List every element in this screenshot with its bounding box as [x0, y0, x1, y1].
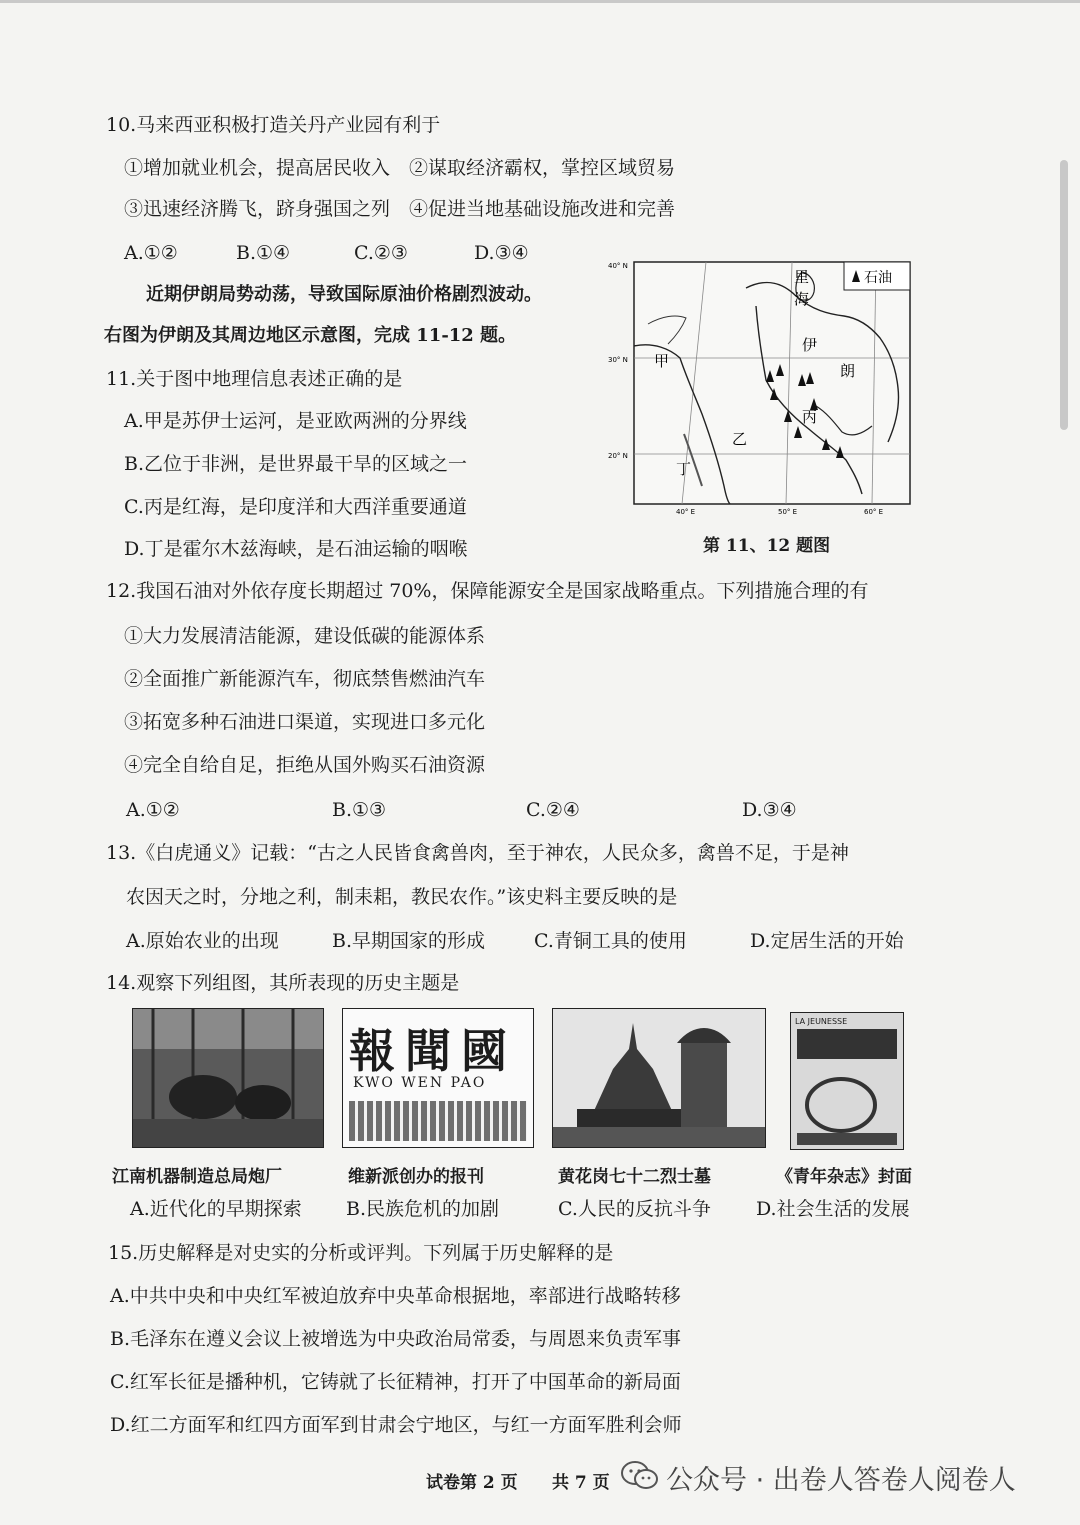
q14-choice-b: B.民族危机的加剧 — [346, 1198, 500, 1220]
q13-line-1: 13.《白虎通义》记载：“古之人民皆食禽兽肉，至于神农，人民众多，禽兽不足，于是神 — [106, 842, 849, 864]
q12-stem: 12.我国石油对外依存度长期超过 70%，保障能源安全是国家战略重点。下列措施合理的有 — [106, 580, 869, 602]
q10-stem: 10.马来西亚积极打造关丹产业园有利于 — [106, 114, 441, 136]
q10-choice-a: A.①② — [124, 242, 178, 264]
photo-huanghuagang-tomb — [552, 1008, 766, 1148]
q13-line-2: 农因天之时，分地之利，制耒耜，教民农作。”该史料主要反映的是 — [126, 886, 678, 908]
q14-choice-a: A.近代化的早期探索 — [130, 1198, 302, 1220]
q14-stem: 14.观察下列组图，其所表现的历史主题是 — [106, 972, 460, 994]
q15-option-d: D.红二方面军和红四方面军到甘肃会宁地区，与红一方面军胜利会师 — [110, 1414, 682, 1436]
q13-choice-d: D.定居生活的开始 — [750, 930, 904, 952]
q15-option-b: B.毛泽东在遵义会议上被增选为中央政治局常委，与周恩来负责军事 — [110, 1328, 682, 1350]
newspaper-title: 報聞國 — [349, 1024, 517, 1078]
q12-choice-c: C.②④ — [526, 799, 580, 821]
q15-stem: 15.历史解释是对史实的分析或评判。下列属于历史解释的是 — [108, 1242, 614, 1264]
map-label-iran-1: 伊 — [802, 336, 818, 354]
q10-options-1-2: ①增加就业机会，提高居民收入 ②谋取经济霸权，掌控区域贸易 — [124, 157, 676, 179]
wechat-icon — [620, 1460, 660, 1492]
q15-option-c: C.红军长征是播种机，它铸就了长征精神，打开了中国革命的新局面 — [110, 1371, 681, 1393]
iran-region-map — [606, 254, 920, 520]
map-label-li: 里 — [794, 268, 810, 286]
q12-item-4: ④完全自给自足，拒绝从国外购买石油资源 — [124, 754, 486, 776]
caption-tomb: 黄花岗七十二烈士墓 — [558, 1167, 711, 1187]
q11-option-d: D.丁是霍尔木兹海峡，是石油运输的咽喉 — [124, 538, 468, 560]
intro-line-1: 近期伊朗局势动荡，导致国际原油价格剧烈波动。 — [146, 284, 542, 305]
photo-youth-magazine-cover — [790, 1012, 904, 1150]
map-label-iran-2: 朗 — [840, 362, 856, 380]
photo-guowenbao-newspaper — [342, 1008, 534, 1148]
caption-magazine: 《青年杂志》封面 — [776, 1167, 912, 1187]
q10-choice-b: B.①④ — [236, 242, 291, 264]
watermark-text: 公众号 · 出卷人答卷人阅卷人 — [666, 1465, 1016, 1496]
lon-tick-40: 40° E — [676, 508, 696, 516]
map-caption: 第 11、12 题图 — [703, 536, 831, 556]
q12-choice-b: B.①③ — [332, 799, 387, 821]
q14-choice-c: C.人民的反抗斗争 — [558, 1198, 711, 1220]
caption-arsenal: 江南机器制造总局炮厂 — [112, 1167, 282, 1187]
q12-item-3: ③拓宽多种石油进口渠道，实现进口多元化 — [124, 711, 486, 733]
footer-total: 共 7 页 — [552, 1473, 610, 1493]
q10-options-3-4: ③迅速经济腾飞，跻身强国之列 ④促进当地基础设施改进和完善 — [124, 198, 676, 220]
q12-choice-d: D.③④ — [742, 799, 797, 821]
lat-tick-20: 20° N — [608, 452, 628, 460]
q13-choice-b: B.早期国家的形成 — [332, 930, 486, 952]
newspaper-roman: KWO WEN PAO — [353, 1075, 487, 1091]
lon-tick-50: 50° E — [778, 508, 798, 516]
lon-tick-60: 60° E — [864, 508, 884, 516]
intro-line-2: 右图为伊朗及其周边地区示意图，完成 11-12 题。 — [104, 325, 517, 346]
q11-option-b: B.乙位于非洲，是世界最干旱的区域之一 — [124, 453, 468, 475]
q15-option-a: A.中共中央和中央红军被迫放弃中央革命根据地，率部进行战略转移 — [110, 1285, 681, 1307]
map-label-jia: 甲 — [654, 352, 670, 370]
q11-stem: 11.关于图中地理信息表述正确的是 — [106, 368, 403, 390]
q12-item-1: ①大力发展清洁能源，建设低碳的能源体系 — [124, 625, 486, 647]
q10-choice-d: D.③④ — [474, 242, 529, 264]
caption-newspaper: 维新派创办的报刊 — [348, 1167, 484, 1187]
q13-choice-a: A.原始农业的出现 — [126, 930, 279, 952]
scrollbar[interactable] — [1060, 160, 1068, 430]
q12-item-2: ②全面推广新能源汽车，彻底禁售燃油汽车 — [124, 668, 486, 690]
q10-choice-c: C.②③ — [354, 242, 408, 264]
top-border — [0, 0, 1080, 3]
q11-option-c: C.丙是红海，是印度洋和大西洋重要通道 — [124, 496, 467, 518]
map-label-ding: 丁 — [676, 460, 692, 478]
magazine-label: LA JEUNESSE — [795, 1017, 848, 1026]
lat-tick-40: 40° N — [608, 262, 628, 270]
map-label-bing: 丙 — [802, 408, 818, 426]
q12-choice-a: A.①② — [126, 799, 180, 821]
newspaper-columns — [349, 1101, 527, 1141]
photo-jiangnan-arsenal — [132, 1008, 324, 1148]
q11-option-a: A.甲是苏伊士运河，是亚欧两洲的分界线 — [124, 410, 467, 432]
lat-tick-30: 30° N — [608, 356, 628, 364]
map-legend-label: 石油 — [864, 270, 892, 286]
footer-page: 试卷第 2 页 — [426, 1473, 518, 1493]
map-label-yi: 乙 — [732, 430, 748, 448]
q14-choice-d: D.社会生活的发展 — [756, 1198, 910, 1220]
q13-choice-c: C.青铜工具的使用 — [534, 930, 687, 952]
map-label-hai: 海 — [794, 290, 810, 308]
